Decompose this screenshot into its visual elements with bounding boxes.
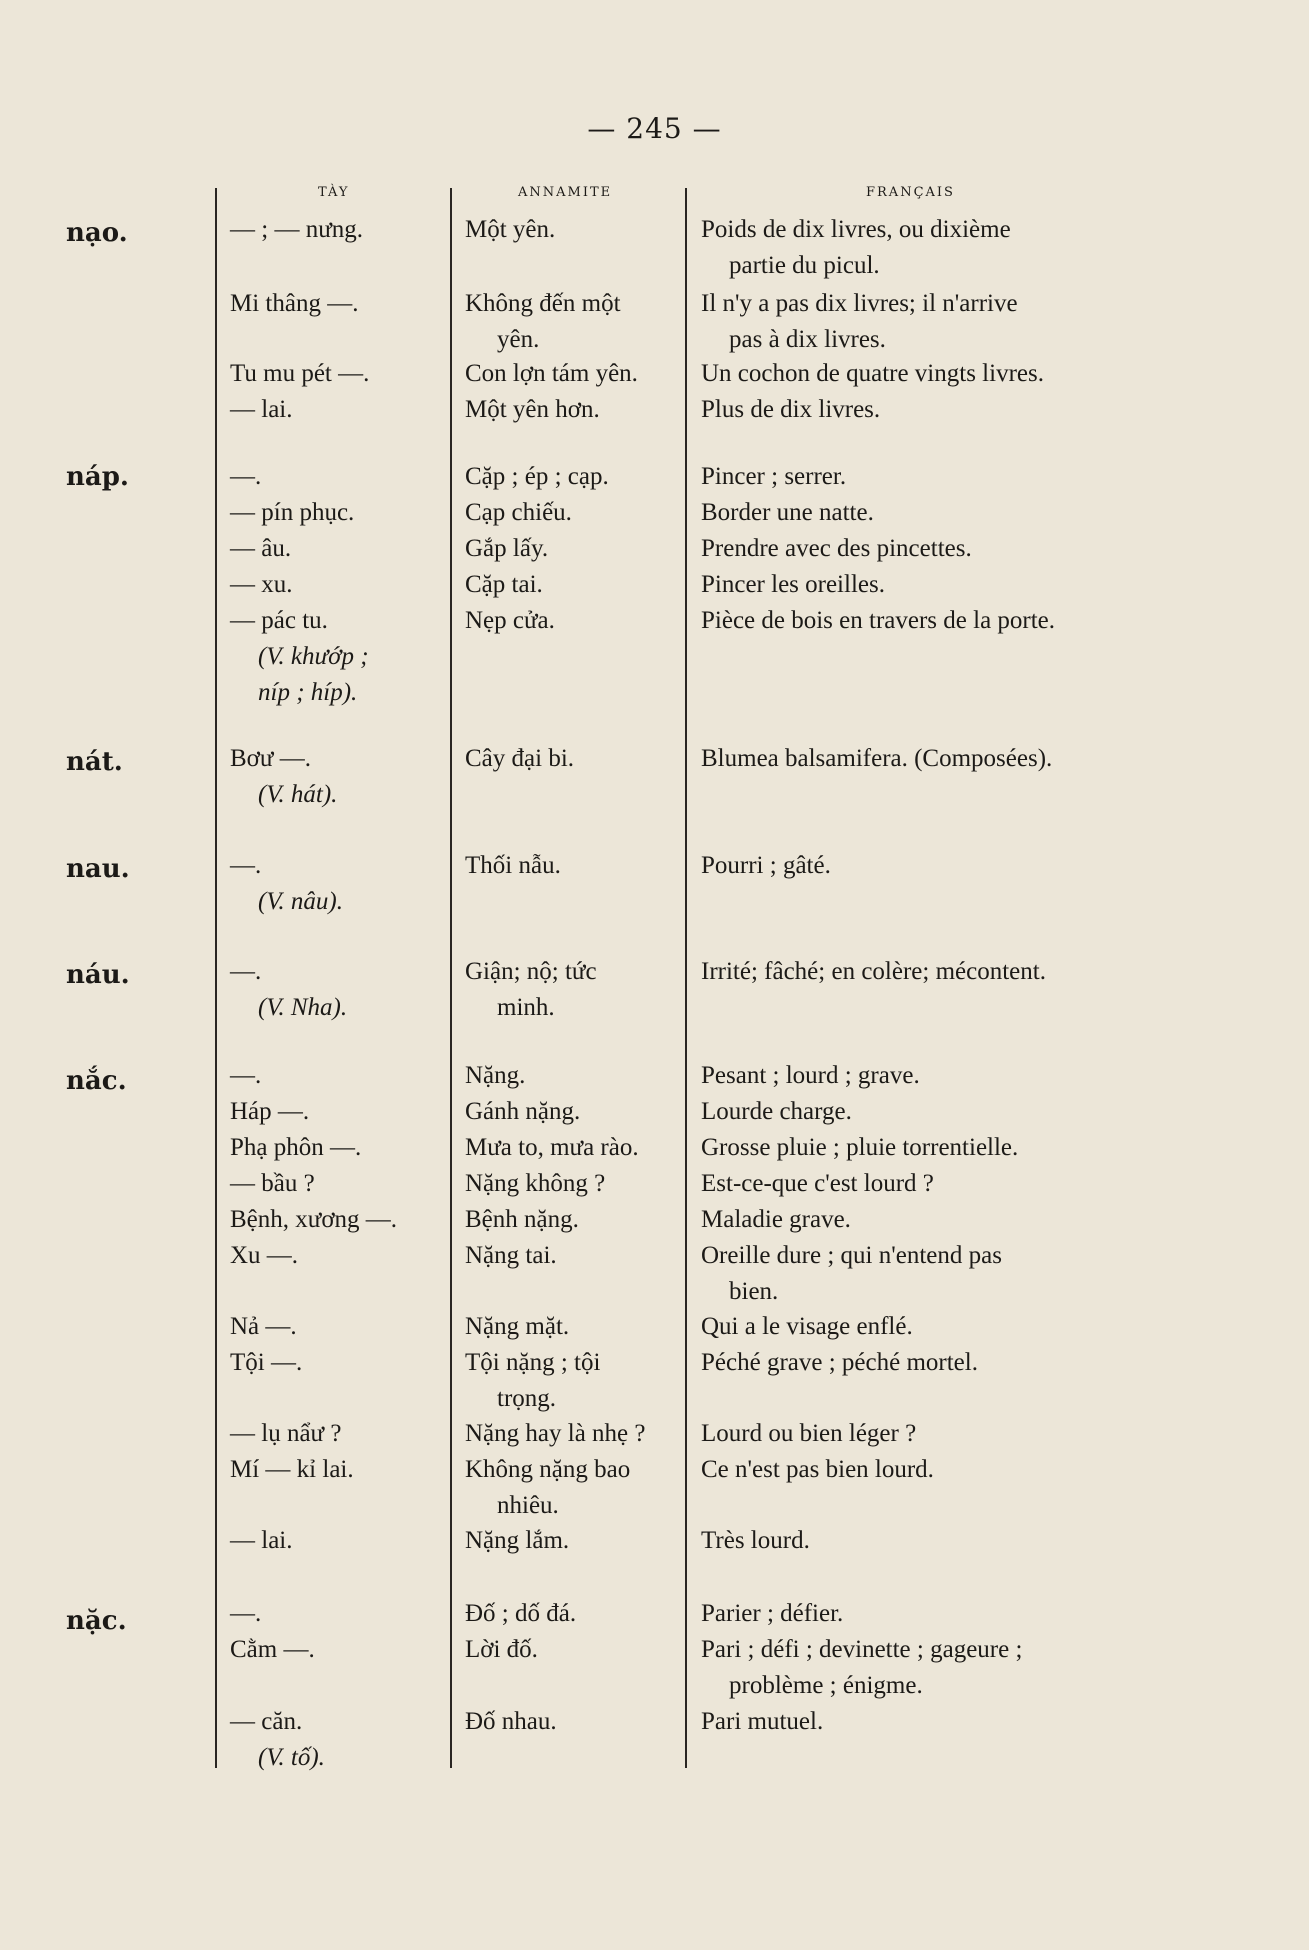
annamite-cell: [465, 954, 597, 1026]
headword: nát.: [66, 747, 123, 777]
tay-cell: Háp —.: [230, 1098, 310, 1125]
annamite-cell: Cặp ; ép ; cạp.: [465, 463, 609, 490]
tay-cell: Xu —.: [230, 1242, 299, 1269]
header-tay: TÀY: [318, 185, 350, 200]
francais-cell: Ce n'est pas bien lourd.: [701, 1456, 934, 1483]
annamite-line-2: nhiêu.: [497, 1492, 559, 1519]
tay-cell: Bơư —.: [230, 745, 311, 772]
annamite-cell: Con lợn tám yên.: [465, 360, 638, 387]
francais-cell: Lourd ou bien léger ?: [701, 1420, 917, 1447]
annamite-line-2: minh.: [497, 994, 555, 1021]
francais-cell: Est-ce-que c'est lourd ?: [701, 1170, 934, 1197]
headword: nắc.: [66, 1066, 127, 1096]
annamite-cell: Nặng mặt.: [465, 1313, 570, 1340]
tay-cell: —.: [230, 852, 262, 879]
annamite-cell: Nặng lắm.: [465, 1527, 570, 1554]
tay-cell: — lai.: [230, 396, 293, 423]
francais-cell: Lourde charge.: [701, 1098, 852, 1125]
annamite-cell: Thối nẫu.: [465, 852, 561, 879]
francais-cell: Pesant ; lourd ; grave.: [701, 1062, 920, 1089]
francais-cell: [701, 286, 1121, 358]
francais-cell: Border une natte.: [701, 499, 874, 526]
francais-cell: [701, 212, 1121, 284]
tay-cell: — ; — nưng.: [230, 216, 363, 243]
francais-cell: Très lourd.: [701, 1527, 810, 1554]
column-rule-left: [215, 188, 217, 1768]
cross-reference: (V. khướp ;: [258, 643, 369, 670]
francais-cell: Blumea balsamifera. (Composées).: [701, 745, 1053, 772]
column-rule-right: [685, 188, 687, 1768]
headword: náu.: [66, 960, 130, 990]
francais-cell: Pincer ; serrer.: [701, 463, 847, 490]
francais-line-2: pas à dix livres.: [729, 326, 886, 353]
francais-cell: Parier ; défier.: [701, 1600, 844, 1627]
headword: nạo.: [66, 218, 128, 248]
tay-cell: Bệnh, xương —.: [230, 1206, 398, 1233]
francais-cell: Plus de dix livres.: [701, 396, 881, 423]
annamite-cell: Đố nhau.: [465, 1708, 557, 1735]
annamite-cell: [465, 286, 621, 358]
page-number: — 245 —: [587, 112, 722, 145]
tay-cell: — âu.: [230, 535, 292, 562]
tay-cell: Mí — kỉ lai.: [230, 1456, 354, 1483]
tay-cell: Cằm —.: [230, 1636, 315, 1663]
annamite-line: Không nặng bao: [465, 1456, 631, 1483]
francais-cell: [701, 1238, 1121, 1310]
headword: náp.: [66, 462, 129, 492]
header-annamite: ANNAMITE: [518, 185, 613, 200]
annamite-cell: Mưa to, mưa rào.: [465, 1134, 639, 1161]
francais-cell: Pourri ; gâté.: [701, 852, 831, 879]
annamite-cell: Một yên hơn.: [465, 396, 600, 423]
tay-cell: Tội —.: [230, 1349, 303, 1376]
annamite-cell: Cạp chiếu.: [465, 499, 572, 526]
tay-cell: — căn.: [230, 1708, 303, 1735]
cross-reference: (V. tố).: [258, 1744, 325, 1771]
cross-reference: (V. Nha).: [258, 994, 348, 1021]
annamite-cell: Nặng không ?: [465, 1170, 606, 1197]
tay-cell: Mi thâng —.: [230, 290, 359, 317]
francais-cell: Grosse pluie ; pluie torrentielle.: [701, 1134, 1019, 1161]
cross-reference: (V. hát).: [258, 781, 338, 808]
francais-cell: Un cochon de quatre vingts livres.: [701, 360, 1044, 387]
annamite-cell: Bệnh nặng.: [465, 1206, 579, 1233]
headword: nau.: [66, 854, 130, 884]
annamite-cell: Nẹp cửa.: [465, 607, 555, 634]
header-francais: FRANÇAIS: [866, 185, 955, 200]
tay-cell: —.: [230, 1600, 262, 1627]
headword: nặc.: [66, 1606, 127, 1636]
francais-cell: Pièce de bois en travers de la porte.: [701, 607, 1056, 634]
annamite-cell: Gắp lấy.: [465, 535, 549, 562]
annamite-cell: Đố ; dố đá.: [465, 1600, 577, 1627]
annamite-line: Không đến một: [465, 290, 621, 317]
tay-cell: — pác tu.: [230, 607, 328, 634]
annamite-cell: Nặng hay là nhẹ ?: [465, 1420, 646, 1447]
cross-reference: (V. nâu).: [258, 888, 343, 915]
tay-cell: Nả —.: [230, 1313, 297, 1340]
francais-cell: Pari mutuel.: [701, 1708, 824, 1735]
francais-line: Il n'y a pas dix livres; il n'arrive: [701, 290, 1018, 317]
tay-cell: —.: [230, 958, 262, 985]
tay-cell: —.: [230, 1062, 262, 1089]
annamite-cell: Gánh nặng.: [465, 1098, 581, 1125]
tay-cell: —.: [230, 463, 262, 490]
annamite-cell: Một yên.: [465, 216, 556, 243]
annamite-line: Giận; nộ; tức: [465, 958, 597, 985]
annamite-cell: Lời đố.: [465, 1636, 538, 1663]
francais-cell: Prendre avec des pincettes.: [701, 535, 972, 562]
annamite-cell: Cặp tai.: [465, 571, 543, 598]
tay-cell: — xu.: [230, 571, 293, 598]
francais-cell: Maladie grave.: [701, 1206, 851, 1233]
annamite-cell: Nặng.: [465, 1062, 526, 1089]
annamite-cell: [465, 1345, 600, 1417]
tay-cell: Phạ phôn —.: [230, 1134, 362, 1161]
tay-cell: — bầu ?: [230, 1170, 315, 1197]
annamite-cell: Cây đại bi.: [465, 745, 575, 772]
column-rule-middle: [450, 188, 452, 1768]
tay-cell: — lai.: [230, 1527, 293, 1554]
francais-line-2: problème ; énigme.: [729, 1672, 923, 1699]
cross-reference: níp ; híp).: [258, 679, 358, 706]
francais-cell: Pincer les oreilles.: [701, 571, 885, 598]
francais-line: Poids de dix livres, ou dixième: [701, 216, 1011, 243]
tay-cell: Tu mu pét —.: [230, 360, 370, 387]
annamite-line-2: yên.: [497, 326, 540, 353]
annamite-cell: [465, 1452, 630, 1524]
tay-cell: — lụ nẩư ?: [230, 1420, 342, 1447]
francais-line-2: bien.: [729, 1278, 779, 1305]
francais-cell: Péché grave ; péché mortel.: [701, 1349, 978, 1376]
francais-line: Pari ; défi ; devinette ; gageure ;: [701, 1636, 1023, 1663]
francais-cell: [701, 1632, 1121, 1704]
annamite-line-2: trọng.: [497, 1385, 557, 1412]
francais-cell: Irrité; fâché; en colère; mécontent.: [701, 958, 1046, 985]
francais-cell: Qui a le visage enflé.: [701, 1313, 913, 1340]
francais-line: Oreille dure ; qui n'entend pas: [701, 1242, 1002, 1269]
annamite-line: Tội nặng ; tội: [465, 1349, 601, 1376]
tay-cell: — pín phục.: [230, 499, 355, 526]
annamite-cell: Nặng tai.: [465, 1242, 557, 1269]
francais-line-2: partie du picul.: [729, 252, 880, 279]
